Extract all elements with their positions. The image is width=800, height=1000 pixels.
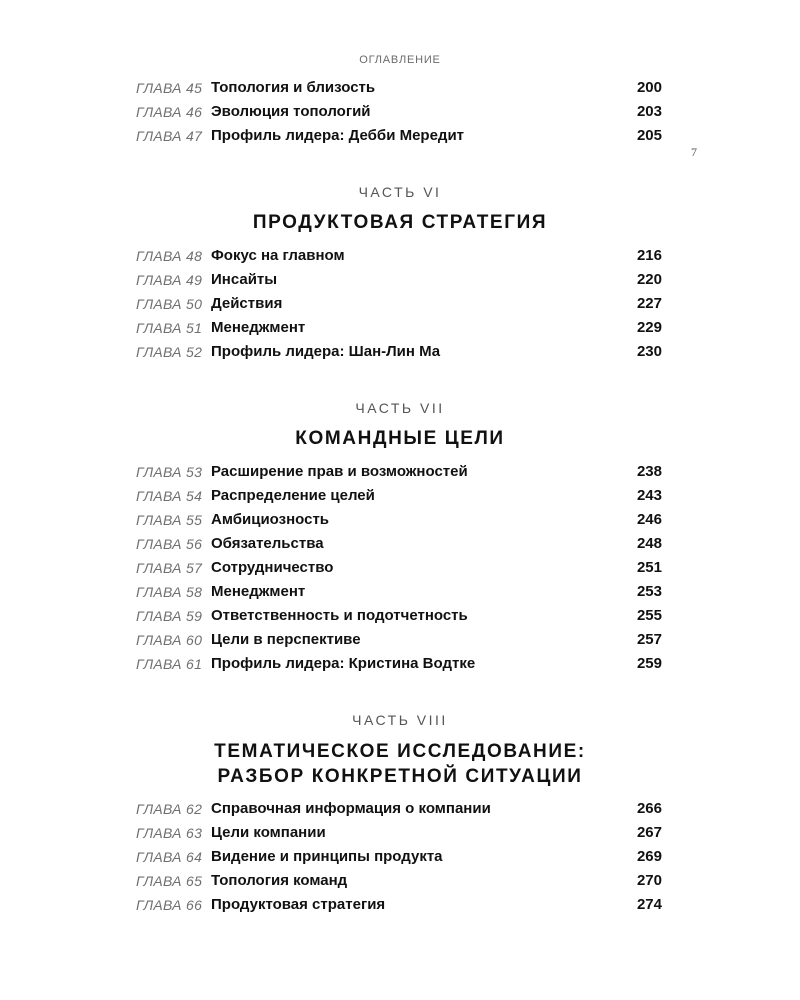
chapter-page: 238 [636, 463, 662, 480]
toc-row[interactable] [136, 799, 662, 819]
toc-row[interactable] [136, 534, 662, 554]
toc-row[interactable] [136, 582, 662, 602]
toc-row[interactable] [136, 823, 662, 843]
chapter-page: 205 [636, 127, 662, 144]
chapter-page: 270 [636, 872, 662, 889]
chapter-label: ГЛАВА 66 [136, 897, 203, 913]
chapter-title[interactable]: Расширение прав и возможностей [211, 463, 468, 480]
chapter-page: 251 [636, 559, 662, 576]
chapter-page: 230 [636, 343, 662, 360]
chapter-label: ГЛАВА 61 [136, 656, 203, 672]
chapter-label: ГЛАВА 64 [136, 849, 203, 865]
toc-row[interactable] [136, 895, 662, 915]
chapter-title[interactable]: Топология и близость [211, 79, 376, 96]
part-title: РАЗБОР КОНКРЕТНОЙ СИТУАЦИИ [217, 766, 583, 787]
chapter-title[interactable]: Профиль лидера: Дебби Мередит [211, 127, 465, 144]
toc-row[interactable] [136, 871, 662, 891]
chapter-label: ГЛАВА 50 [136, 296, 203, 312]
chapter-title[interactable]: Справочная информация о компании [211, 800, 491, 817]
chapter-label: ГЛАВА 52 [136, 344, 203, 360]
toc-row[interactable] [136, 342, 662, 362]
chapter-title[interactable]: Фокус на главном [211, 247, 345, 264]
chapter-page: 216 [636, 247, 662, 264]
chapter-label: ГЛАВА 58 [136, 584, 203, 600]
part-label: ЧАСТЬ VIII [352, 712, 448, 728]
chapter-title[interactable]: Ответственность и подотчетность [211, 607, 468, 624]
toc-row[interactable] [136, 318, 662, 338]
chapter-label: ГЛАВА 62 [136, 801, 203, 817]
chapter-label: ГЛАВА 63 [136, 825, 203, 841]
chapter-label: ГЛАВА 60 [136, 632, 203, 648]
chapter-title[interactable]: Действия [211, 295, 283, 312]
chapter-title[interactable]: Амбициозность [211, 511, 330, 528]
toc-row[interactable] [136, 847, 662, 867]
chapter-label: ГЛАВА 45 [136, 80, 203, 96]
chapter-label: ГЛАВА 57 [136, 560, 203, 576]
chapter-page: 200 [636, 79, 662, 96]
chapter-title[interactable]: Эволюция топологий [211, 103, 371, 120]
chapter-title[interactable]: Продуктовая стратегия [211, 896, 386, 913]
chapter-title[interactable]: Менеджмент [211, 583, 306, 600]
toc-row[interactable] [136, 270, 662, 290]
chapter-title[interactable]: Сотрудничество [211, 559, 334, 576]
chapter-label: ГЛАВА 65 [136, 873, 203, 889]
toc-row[interactable] [136, 78, 662, 98]
chapter-page: 203 [636, 103, 662, 120]
chapter-label: ГЛАВА 53 [136, 464, 203, 480]
chapter-page: 246 [636, 511, 662, 528]
page-number: 7 [691, 145, 697, 159]
chapter-page: 266 [636, 800, 662, 817]
toc-row[interactable] [136, 630, 662, 650]
chapter-label: ГЛАВА 56 [136, 536, 203, 552]
part-title: ТЕМАТИЧЕСКОЕ ИССЛЕДОВАНИЕ: [214, 741, 586, 762]
chapter-label: ГЛАВА 48 [136, 248, 203, 264]
chapter-title[interactable]: Менеджмент [211, 319, 306, 336]
chapter-label: ГЛАВА 59 [136, 608, 203, 624]
chapter-page: 220 [636, 271, 662, 288]
chapter-page: 274 [636, 896, 662, 913]
chapter-title[interactable]: Видение и принципы продукта [211, 848, 443, 865]
chapter-title[interactable]: Профиль лидера: Шан-Лин Ма [211, 343, 441, 360]
running-head: ОГЛАВЛЕНИЕ [359, 54, 441, 66]
chapter-page: 248 [636, 535, 662, 552]
toc-row[interactable] [136, 606, 662, 626]
chapter-page: 229 [636, 319, 662, 336]
part-title: КОМАНДНЫЕ ЦЕЛИ [295, 428, 505, 449]
toc-row[interactable] [136, 102, 662, 122]
chapter-title[interactable]: Профиль лидера: Кристина Водтке [211, 655, 476, 672]
chapter-label: ГЛАВА 47 [136, 128, 203, 144]
toc-row[interactable] [136, 126, 662, 146]
chapter-label: ГЛАВА 51 [136, 320, 203, 336]
chapter-title[interactable]: Обязательства [211, 535, 324, 552]
chapter-page: 267 [636, 824, 662, 841]
chapter-page: 243 [636, 487, 662, 504]
toc-row[interactable] [136, 654, 662, 674]
chapter-label: ГЛАВА 46 [136, 104, 203, 120]
part-title: ПРОДУКТОВАЯ СТРАТЕГИЯ [252, 212, 548, 233]
chapter-title[interactable]: Цели компании [211, 824, 326, 841]
chapter-title[interactable]: Инсайты [211, 271, 278, 288]
part-label: ЧАСТЬ VI [358, 184, 442, 200]
part-label: ЧАСТЬ VII [355, 400, 445, 416]
chapter-page: 227 [636, 295, 662, 312]
chapter-label: ГЛАВА 55 [136, 512, 203, 528]
chapter-title[interactable]: Цели в перспективе [211, 631, 361, 648]
toc-row[interactable] [136, 558, 662, 578]
toc-row[interactable] [136, 462, 662, 482]
chapter-page: 269 [636, 848, 662, 865]
toc-row[interactable] [136, 294, 662, 314]
chapter-page: 253 [636, 583, 662, 600]
chapter-title[interactable]: Топология команд [211, 872, 348, 889]
toc-row[interactable] [136, 246, 662, 266]
chapter-page: 259 [636, 655, 662, 672]
chapter-page: 257 [636, 631, 662, 648]
toc-row[interactable] [136, 486, 662, 506]
chapter-title[interactable]: Распределение целей [211, 487, 375, 504]
chapter-label: ГЛАВА 49 [136, 272, 203, 288]
toc-row[interactable] [136, 510, 662, 530]
chapter-page: 255 [636, 607, 662, 624]
chapter-label: ГЛАВА 54 [136, 488, 203, 504]
